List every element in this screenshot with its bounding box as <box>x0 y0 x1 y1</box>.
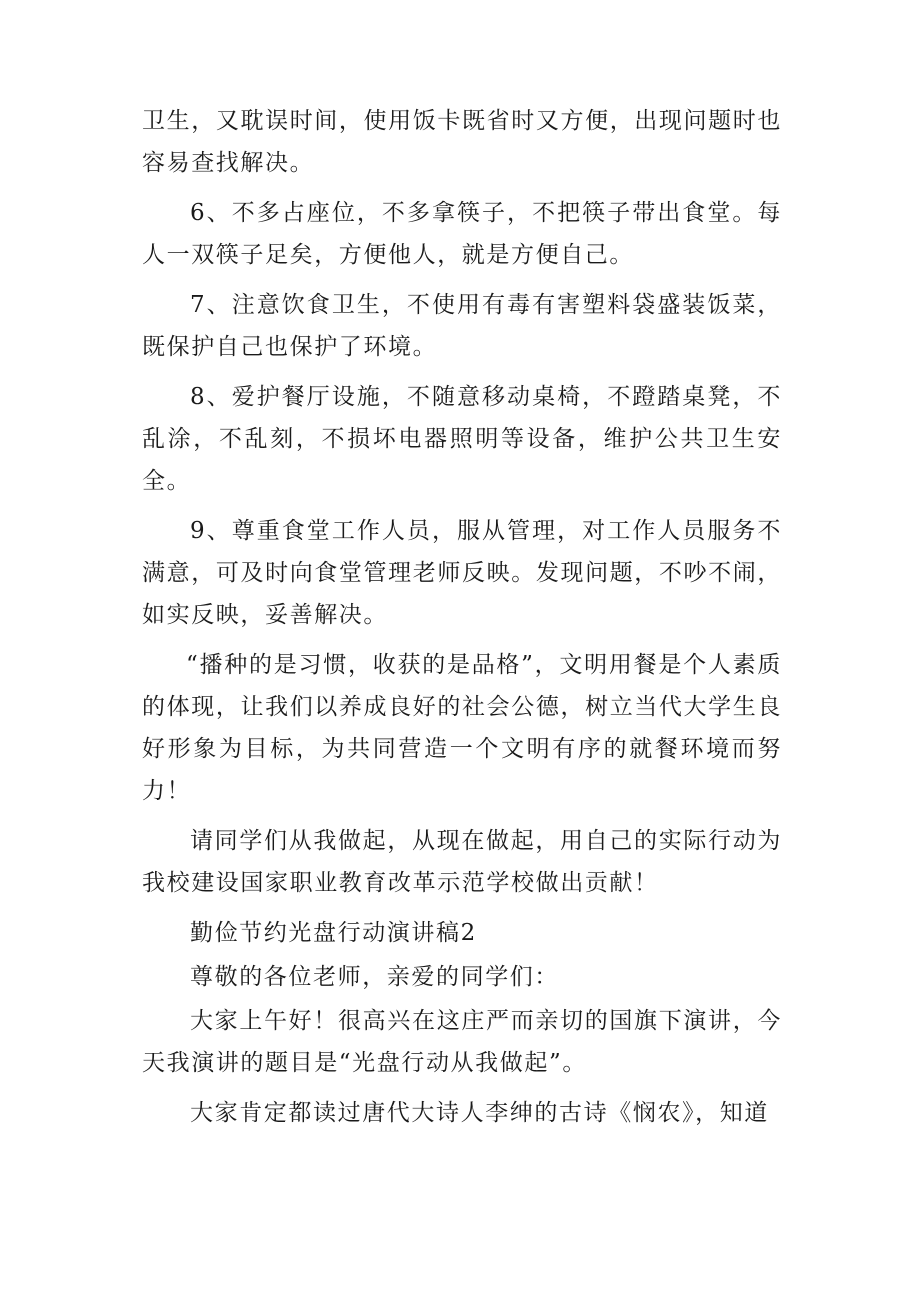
paragraph-call-to-action: 请同学们从我做起，从现在做起，用自己的实际行动为我校建设国家职业教育改革示范学校做出贡献！ <box>142 828 782 896</box>
paragraph-greeting: 大家上午好！很高兴在这庄严而亲切的国旗下演讲，今天我演讲的题目是“光盘行动从我做起”。 <box>142 1008 782 1076</box>
paragraph-closing-quote: “播种的是习惯，收获的是品格”，文明用餐是个人素质的体现，让我们以养成良好的社会公德，树立当代大学生良好形象为目标，为共同营造一个文明有序的就餐环境而努力！ <box>142 652 782 804</box>
paragraph-salutation: 尊敬的各位老师，亲爱的同学们： <box>190 964 559 990</box>
document-body <box>142 100 782 1134</box>
paragraph-continuation: 卫生，又耽误时间，使用饭卡既省时又方便，出现问题时也容易查找解决。 <box>142 108 782 176</box>
paragraph-rule-6: 6、不多占座位，不多拿筷子，不把筷子带出食堂。每人一双筷子足矣，方便他人，就是方便自己。 <box>142 200 782 268</box>
paragraph-rule-9: 9、尊重食堂工作人员，服从管理，对工作人员服务不满意，可及时向食堂管理老师反映。发现问题，不吵不闹，如实反映，妥善解决。 <box>142 518 782 628</box>
paragraph-rule-7: 7、注意饮食卫生，不使用有毒有害塑料袋盛装饭菜，既保护自己也保护了环境。 <box>142 292 782 360</box>
paragraph-poem-intro: 大家肯定都读过唐代大诗人李绅的古诗《悯农》，知道 <box>190 1100 769 1126</box>
section-heading-speech-2: 勤俭节约光盘行动演讲稿2 <box>190 920 477 946</box>
paragraph-rule-8: 8、爱护餐厅设施，不随意移动桌椅，不蹬踏桌凳，不乱涂，不乱刻，不损坏电器照明等设备，维护公共卫生安全。 <box>142 384 782 494</box>
